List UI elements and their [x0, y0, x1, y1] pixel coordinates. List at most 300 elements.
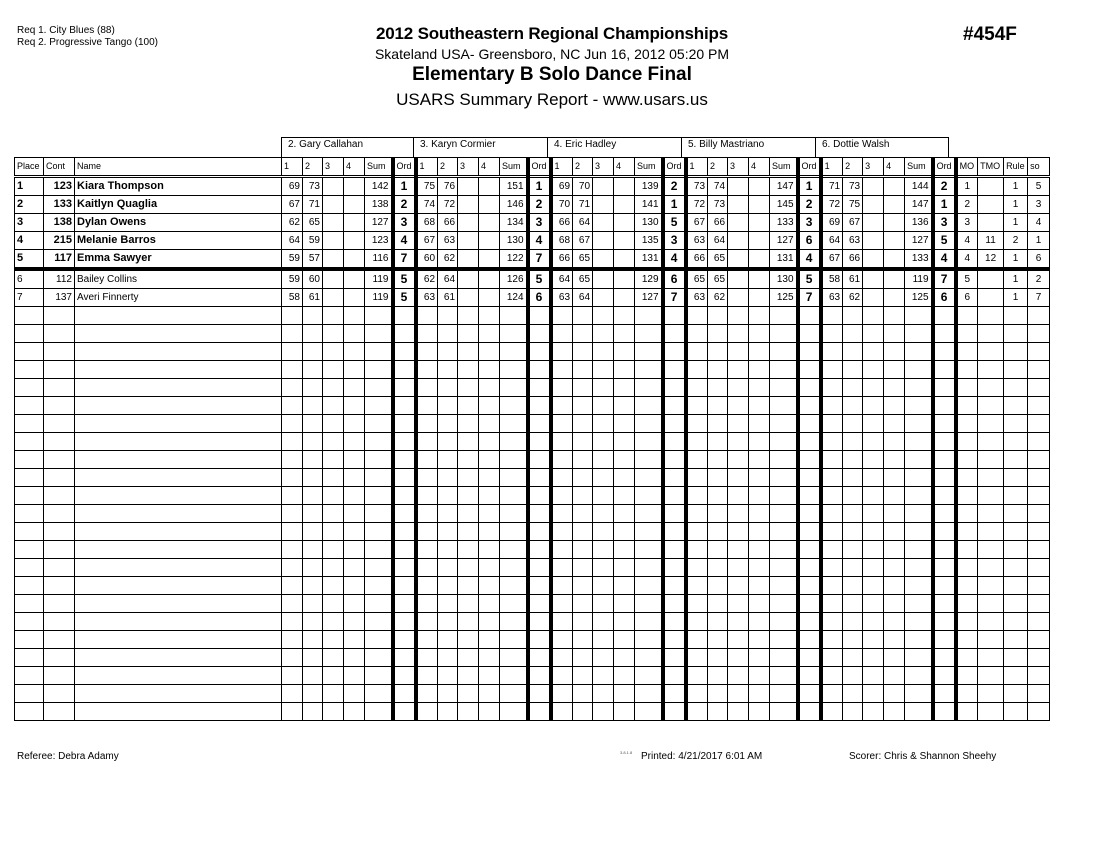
- skater-name-cell: Emma Sawyer: [75, 250, 282, 270]
- judge4-ordinal-cell: [798, 487, 821, 505]
- scorer-label: Scorer: Chris & Shannon Sheehy: [849, 751, 997, 762]
- judge4-score1-cell: [686, 397, 708, 415]
- judge2-score4-cell: [479, 703, 500, 721]
- judge4-score3-cell: [728, 415, 749, 433]
- judge4-ordinal-cell: [798, 631, 821, 649]
- judge3-score3-cell: [593, 307, 614, 325]
- judge3-score4-cell: [614, 703, 635, 721]
- judge3-score3-cell: [593, 196, 614, 214]
- judge2-score2-cell: [438, 613, 458, 631]
- judge4-sum-cell: [770, 307, 798, 325]
- judge5-score4-cell: [884, 307, 905, 325]
- contestant-number-cell: [44, 685, 75, 703]
- judge5-sum-cell: 125: [905, 289, 933, 307]
- judge4-ordinal-cell: [798, 703, 821, 721]
- judge1-ordinal-cell: [393, 397, 416, 415]
- judge1-sum-cell: [365, 325, 393, 343]
- judge3-score3-cell: [593, 685, 614, 703]
- judge1-ordinal-cell: 7: [393, 250, 416, 270]
- judge2-score3-cell: [458, 667, 479, 685]
- judge4-sum-cell: 125: [770, 289, 798, 307]
- judge4-score1-cell: [686, 523, 708, 541]
- judge3-sum-cell: 127: [635, 289, 663, 307]
- place-cell: [15, 451, 44, 469]
- judge5-sum-cell: [905, 415, 933, 433]
- mo-cell: [956, 307, 978, 325]
- judge3-sum-cell: [635, 523, 663, 541]
- judge1-score4-cell: [344, 505, 365, 523]
- skater-name-cell: [75, 487, 282, 505]
- judge1-score1-cell: 59: [282, 250, 303, 270]
- judge2-sum-cell: [500, 487, 528, 505]
- judge4-score3-cell: [728, 289, 749, 307]
- rule-cell: [1004, 469, 1028, 487]
- judge5-sum-cell: [905, 559, 933, 577]
- judge3-ordinal-cell: [663, 379, 686, 397]
- mo-cell: [956, 451, 978, 469]
- tmo-cell: 12: [978, 250, 1004, 270]
- judge3-score3-cell: [593, 361, 614, 379]
- table-row: [15, 196, 1050, 214]
- judge4-sum-cell: [770, 523, 798, 541]
- judge3-ordinal-cell: [663, 613, 686, 631]
- judge3-sum-cell: [635, 649, 663, 667]
- report-subtitle: USARS Summary Report - www.usars.us: [396, 90, 708, 109]
- judge2-sum-cell: [500, 667, 528, 685]
- judge3-sum-cell: [635, 613, 663, 631]
- judge3-score1-cell: [551, 343, 573, 361]
- judge5-score3-cell: [863, 289, 884, 307]
- judge2-ordinal-cell: [528, 703, 551, 721]
- judge1-score2-cell: [303, 577, 323, 595]
- judge4-sum-cell: [770, 397, 798, 415]
- judge4-ordinal-cell: 1: [798, 177, 821, 196]
- judge5-score1-cell: [821, 451, 843, 469]
- judge3-sum-cell: [635, 505, 663, 523]
- judge2-sum-cell: [500, 307, 528, 325]
- judge4-score1-cell: [686, 415, 708, 433]
- judge5-score1-cell: [821, 505, 843, 523]
- judge4-sum-cell: 130: [770, 269, 798, 289]
- judge1-ordinal-cell: [393, 703, 416, 721]
- judge2-score1-cell: [416, 469, 438, 487]
- judge5-score3-cell: [863, 559, 884, 577]
- place-cell: [15, 397, 44, 415]
- judge2-score2-cell: [438, 343, 458, 361]
- judge5-score1-cell: [821, 559, 843, 577]
- judge1-sum-cell: [365, 613, 393, 631]
- judge3-score2-cell: [573, 433, 593, 451]
- judge5-ordinal-cell: [933, 613, 956, 631]
- judge3-sum-cell: [635, 685, 663, 703]
- judge2-score2-cell: [438, 541, 458, 559]
- contestant-number-cell: [44, 415, 75, 433]
- judge5-score3-cell: [863, 523, 884, 541]
- column-header-judge5-4: 4: [884, 158, 905, 177]
- judge2-score2-cell: 66: [438, 214, 458, 232]
- empty-table-row: [15, 451, 1050, 469]
- judge2-ordinal-cell: [528, 433, 551, 451]
- judge5-score1-cell: 71: [821, 177, 843, 196]
- judge3-score3-cell: [593, 595, 614, 613]
- judge3-score2-cell: [573, 613, 593, 631]
- judge1-sum-cell: 119: [365, 269, 393, 289]
- judge2-ordinal-cell: [528, 595, 551, 613]
- judge5-score4-cell: [884, 631, 905, 649]
- judge3-score4-cell: [614, 232, 635, 250]
- judge5-score2-cell: [843, 325, 863, 343]
- judge3-score2-cell: [573, 685, 593, 703]
- column-header-judge1-1: 1: [282, 158, 303, 177]
- column-header-judge3-ord: Ord: [663, 158, 686, 177]
- judge1-score2-cell: [303, 631, 323, 649]
- judge1-score1-cell: [282, 577, 303, 595]
- judge5-score3-cell: [863, 667, 884, 685]
- judge3-score4-cell: [614, 397, 635, 415]
- judge5-sum-cell: [905, 595, 933, 613]
- judge5-score3-cell: [863, 397, 884, 415]
- judge4-score3-cell: [728, 451, 749, 469]
- judge2-score4-cell: [479, 667, 500, 685]
- judge5-score4-cell: [884, 397, 905, 415]
- judge3-score1-cell: [551, 487, 573, 505]
- judge1-score3-cell: [323, 397, 344, 415]
- rule-cell: 1: [1004, 289, 1028, 307]
- judge5-score2-cell: [843, 631, 863, 649]
- judge2-score1-cell: 63: [416, 289, 438, 307]
- judge3-score2-cell: [573, 505, 593, 523]
- judge4-score2-cell: 65: [708, 269, 728, 289]
- judge2-score2-cell: 64: [438, 269, 458, 289]
- judge1-score4-cell: [344, 177, 365, 196]
- judge3-score2-cell: 65: [573, 269, 593, 289]
- printed-timestamp: Printed: 4/21/2017 6:01 AM: [641, 751, 763, 762]
- judge3-score1-cell: [551, 361, 573, 379]
- so-cell: [1028, 685, 1050, 703]
- judge2-score3-cell: [458, 250, 479, 270]
- judge3-score4-cell: [614, 269, 635, 289]
- judge2-score2-cell: 72: [438, 196, 458, 214]
- so-cell: [1028, 595, 1050, 613]
- so-cell: 7: [1028, 289, 1050, 307]
- column-header-judge5-ord: Ord: [933, 158, 956, 177]
- judge3-score4-cell: [614, 595, 635, 613]
- judge5-ordinal-cell: [933, 703, 956, 721]
- judge3-sum-cell: [635, 433, 663, 451]
- place-cell: [15, 613, 44, 631]
- tmo-cell: [978, 595, 1004, 613]
- judge1-score2-cell: [303, 595, 323, 613]
- mo-cell: [956, 577, 978, 595]
- mo-cell: 6: [956, 289, 978, 307]
- judge2-sum-cell: 130: [500, 232, 528, 250]
- judge4-ordinal-cell: [798, 613, 821, 631]
- judge2-sum-cell: [500, 559, 528, 577]
- judge5-score1-cell: 72: [821, 196, 843, 214]
- judge1-ordinal-cell: [393, 613, 416, 631]
- judge1-score1-cell: [282, 685, 303, 703]
- judge1-ordinal-cell: 2: [393, 196, 416, 214]
- judge3-score2-cell: [573, 577, 593, 595]
- contestant-number-cell: [44, 379, 75, 397]
- judge4-ordinal-cell: [798, 577, 821, 595]
- judge2-ordinal-cell: [528, 361, 551, 379]
- place-cell: [15, 361, 44, 379]
- place-cell: 7: [15, 289, 44, 307]
- column-header-judge3-sum: Sum: [635, 158, 663, 177]
- judge2-sum-cell: [500, 343, 528, 361]
- judge4-score3-cell: [728, 307, 749, 325]
- judge4-sum-cell: 145: [770, 196, 798, 214]
- judge5-score2-cell: 75: [843, 196, 863, 214]
- judge5-sum-cell: [905, 307, 933, 325]
- judge3-score3-cell: [593, 649, 614, 667]
- judge4-score2-cell: [708, 415, 728, 433]
- judge1-sum-cell: [365, 631, 393, 649]
- judge2-score1-cell: [416, 595, 438, 613]
- judge1-score1-cell: [282, 397, 303, 415]
- contestant-number-cell: [44, 559, 75, 577]
- judge1-score3-cell: [323, 451, 344, 469]
- judge5-score2-cell: [843, 667, 863, 685]
- judge4-sum-cell: [770, 649, 798, 667]
- mo-cell: [956, 595, 978, 613]
- judge4-score1-cell: [686, 487, 708, 505]
- judge1-score4-cell: [344, 289, 365, 307]
- judge1-score2-cell: [303, 523, 323, 541]
- judge3-score2-cell: [573, 667, 593, 685]
- judge1-ordinal-cell: [393, 541, 416, 559]
- judge4-score2-cell: [708, 487, 728, 505]
- judge5-score2-cell: [843, 307, 863, 325]
- judge3-score3-cell: [593, 379, 614, 397]
- judge3-score1-cell: [551, 595, 573, 613]
- judge2-score3-cell: [458, 613, 479, 631]
- judge5-score3-cell: [863, 196, 884, 214]
- empty-table-row: [15, 415, 1050, 433]
- judge4-score2-cell: [708, 595, 728, 613]
- judge1-score2-cell: [303, 325, 323, 343]
- judge3-score2-cell: 71: [573, 196, 593, 214]
- judge2-score2-cell: [438, 307, 458, 325]
- judge1-sum-cell: [365, 397, 393, 415]
- judge1-sum-cell: [365, 343, 393, 361]
- judge2-ordinal-cell: [528, 307, 551, 325]
- judge1-score4-cell: [344, 667, 365, 685]
- judge1-score3-cell: [323, 379, 344, 397]
- judge5-score2-cell: [843, 613, 863, 631]
- judge3-score2-cell: 64: [573, 214, 593, 232]
- judge3-score2-cell: [573, 541, 593, 559]
- contestant-number-cell: 117: [44, 250, 75, 270]
- requirement-2: Req 2. Progressive Tango (100): [17, 37, 159, 48]
- judge2-sum-cell: [500, 379, 528, 397]
- judge5-ordinal-cell: [933, 505, 956, 523]
- judge1-sum-cell: 116: [365, 250, 393, 270]
- judge4-score2-cell: [708, 469, 728, 487]
- judge2-score1-cell: 62: [416, 269, 438, 289]
- judge3-score1-cell: [551, 433, 573, 451]
- judge3-score1-cell: [551, 523, 573, 541]
- so-cell: [1028, 361, 1050, 379]
- place-cell: [15, 685, 44, 703]
- judge2-score3-cell: [458, 595, 479, 613]
- judge5-ordinal-cell: [933, 397, 956, 415]
- judge1-ordinal-cell: [393, 415, 416, 433]
- mo-cell: [956, 361, 978, 379]
- rule-cell: 1: [1004, 177, 1028, 196]
- judge2-ordinal-cell: [528, 685, 551, 703]
- judge3-ordinal-cell: [663, 541, 686, 559]
- judge4-score3-cell: [728, 269, 749, 289]
- skater-name-cell: [75, 685, 282, 703]
- judge3-score1-cell: [551, 469, 573, 487]
- judge1-score3-cell: [323, 415, 344, 433]
- contestant-number-cell: [44, 505, 75, 523]
- judge5-score2-cell: [843, 577, 863, 595]
- contestant-number-cell: [44, 325, 75, 343]
- judge2-score2-cell: [438, 361, 458, 379]
- judge3-sum-cell: [635, 343, 663, 361]
- judge2-score3-cell: [458, 451, 479, 469]
- judge4-ordinal-cell: 6: [798, 232, 821, 250]
- judge2-score1-cell: [416, 649, 438, 667]
- judge4-score1-cell: [686, 469, 708, 487]
- judge5-score4-cell: [884, 541, 905, 559]
- judge2-score1-cell: [416, 685, 438, 703]
- judge4-score3-cell: [728, 523, 749, 541]
- skater-name-cell: [75, 433, 282, 451]
- contestant-number-cell: 133: [44, 196, 75, 214]
- judge2-ordinal-cell: [528, 487, 551, 505]
- judge4-score1-cell: [686, 451, 708, 469]
- judge5-score4-cell: [884, 361, 905, 379]
- judge1-sum-cell: 119: [365, 289, 393, 307]
- empty-table-row: [15, 505, 1050, 523]
- judge2-score3-cell: [458, 415, 479, 433]
- judge4-sum-cell: [770, 703, 798, 721]
- judge2-score4-cell: [479, 379, 500, 397]
- judge2-sum-cell: 126: [500, 269, 528, 289]
- judge2-ordinal-cell: [528, 667, 551, 685]
- judge1-score1-cell: 58: [282, 289, 303, 307]
- judge3-sum-cell: 139: [635, 177, 663, 196]
- judge4-score3-cell: [728, 433, 749, 451]
- judge5-score3-cell: [863, 685, 884, 703]
- tmo-cell: [978, 469, 1004, 487]
- empty-table-row: [15, 325, 1050, 343]
- column-header-judge2-3: 3: [458, 158, 479, 177]
- judge5-score1-cell: [821, 703, 843, 721]
- judge4-score2-cell: [708, 397, 728, 415]
- judge5-score3-cell: [863, 433, 884, 451]
- so-cell: [1028, 325, 1050, 343]
- judge3-score3-cell: [593, 577, 614, 595]
- judge3-score3-cell: [593, 415, 614, 433]
- judge1-sum-cell: [365, 703, 393, 721]
- mo-cell: [956, 613, 978, 631]
- judge4-score2-cell: [708, 685, 728, 703]
- judge1-sum-cell: [365, 667, 393, 685]
- judge2-score4-cell: [479, 631, 500, 649]
- judge5-score4-cell: [884, 595, 905, 613]
- judge1-sum-cell: 142: [365, 177, 393, 196]
- judge4-score3-cell: [728, 559, 749, 577]
- judge4-score3-cell: [728, 379, 749, 397]
- skater-name-cell: [75, 361, 282, 379]
- judge3-score1-cell: [551, 307, 573, 325]
- judge2-score2-cell: [438, 451, 458, 469]
- judge1-score2-cell: [303, 307, 323, 325]
- judge4-score1-cell: 63: [686, 232, 708, 250]
- judge4-score3-cell: [728, 177, 749, 196]
- contestant-number-cell: 138: [44, 214, 75, 232]
- judge3-ordinal-cell: [663, 631, 686, 649]
- judge4-score4-cell: [749, 613, 770, 631]
- contestant-number-cell: [44, 667, 75, 685]
- judge2-sum-cell: [500, 451, 528, 469]
- contestant-number-cell: [44, 577, 75, 595]
- judge3-score3-cell: [593, 433, 614, 451]
- judge4-score4-cell: [749, 667, 770, 685]
- place-cell: 4: [15, 232, 44, 250]
- judge2-score1-cell: [416, 433, 438, 451]
- judge5-score3-cell: [863, 343, 884, 361]
- place-cell: 5: [15, 250, 44, 270]
- judge4-ordinal-cell: [798, 541, 821, 559]
- judge1-score1-cell: [282, 559, 303, 577]
- judge5-sum-cell: [905, 505, 933, 523]
- judge3-score2-cell: [573, 631, 593, 649]
- judge3-score1-cell: [551, 667, 573, 685]
- empty-table-row: [15, 487, 1050, 505]
- judge4-sum-cell: 133: [770, 214, 798, 232]
- mo-cell: [956, 559, 978, 577]
- judge5-score3-cell: [863, 214, 884, 232]
- judge5-score1-cell: [821, 649, 843, 667]
- empty-table-row: [15, 613, 1050, 631]
- rule-cell: [1004, 577, 1028, 595]
- judge5-sum-cell: [905, 685, 933, 703]
- so-cell: [1028, 487, 1050, 505]
- judge3-score3-cell: [593, 269, 614, 289]
- judge3-score3-cell: [593, 613, 614, 631]
- mo-cell: [956, 523, 978, 541]
- judge4-score4-cell: [749, 361, 770, 379]
- so-cell: [1028, 541, 1050, 559]
- tmo-cell: [978, 667, 1004, 685]
- judge2-score2-cell: [438, 559, 458, 577]
- judge2-score1-cell: [416, 613, 438, 631]
- judge2-score3-cell: [458, 196, 479, 214]
- skater-name-cell: [75, 343, 282, 361]
- judge1-score3-cell: [323, 685, 344, 703]
- judge2-score3-cell: [458, 214, 479, 232]
- rule-cell: [1004, 685, 1028, 703]
- judge1-ordinal-cell: 5: [393, 269, 416, 289]
- judge5-score2-cell: [843, 415, 863, 433]
- judge1-ordinal-cell: [393, 631, 416, 649]
- judge5-score3-cell: [863, 649, 884, 667]
- rule-cell: [1004, 595, 1028, 613]
- contestant-number-cell: 215: [44, 232, 75, 250]
- column-header-rule: Rule: [1004, 158, 1028, 177]
- judge1-sum-cell: [365, 469, 393, 487]
- judge5-sum-cell: [905, 613, 933, 631]
- judge3-score3-cell: [593, 487, 614, 505]
- judge5-sum-cell: [905, 379, 933, 397]
- judge1-ordinal-cell: [393, 595, 416, 613]
